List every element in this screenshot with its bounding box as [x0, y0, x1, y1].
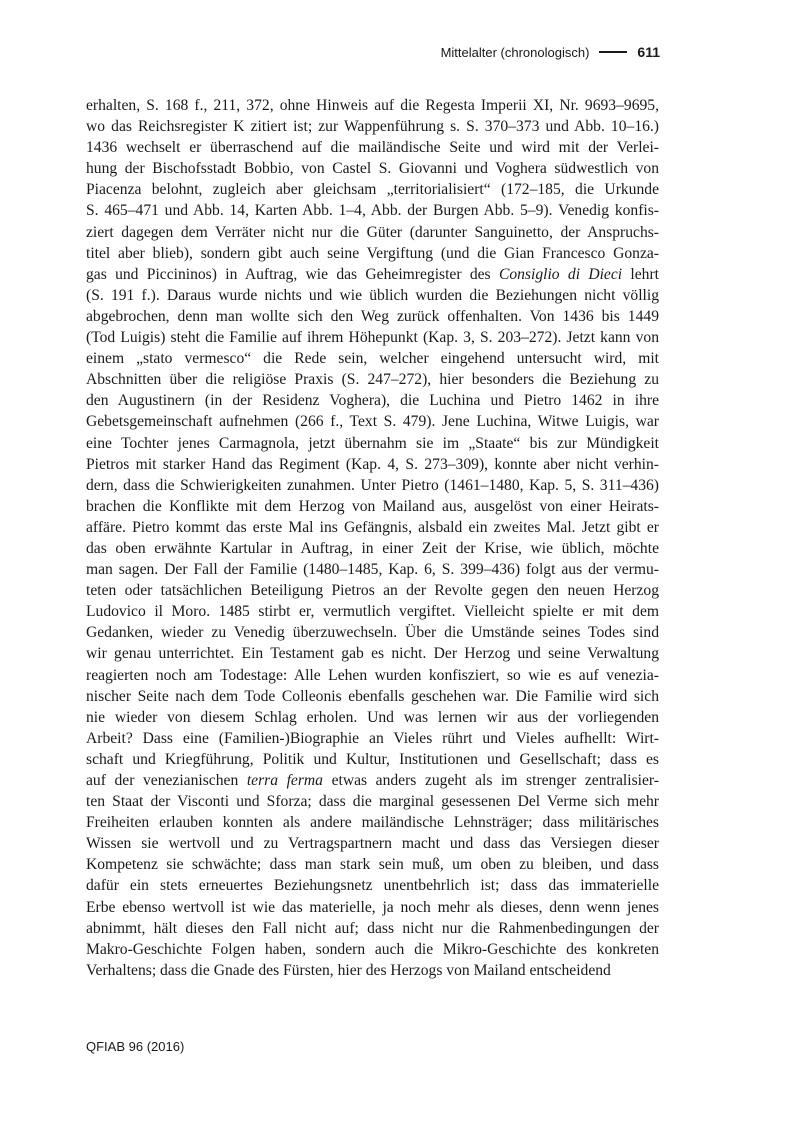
text-line: reagierten noch am Todestage: Alle Lehen wurden konfisziert, so wie es auf venezia- — [86, 666, 659, 684]
text-line: Gedanken, wieder zu Venedig überzuwechseln. Über die Umstände seines Todes sind — [86, 624, 659, 642]
text-line: hung der Bischofsstadt Bobbio, von Castel S. Giovanni und Voghera südwestlich von — [86, 160, 659, 178]
text-line: affäre. Pietro kommt das erste Mal ins Gefängnis, alsbald ein zweites Mal. Jetzt gibt er — [86, 518, 659, 536]
text-line: S. 465–471 und Abb. 14, Karten Abb. 1–4, Abb. der Burgen Abb. 5–9). Venedig konfis- — [86, 202, 659, 220]
text-line: dafür ein stets erneuertes Beziehungsnetz unentbehrlich ist; dass das immaterielle — [86, 877, 659, 895]
text-line: wo das Reichsregister K zitiert ist; zur Wappenführung s. S. 370–373 und Abb. 10–16.) — [86, 118, 659, 136]
text-line: eine Tochter jenes Carmagnola, jetzt übernahm sie im „Staate“ bis zur Mündigkeit — [86, 434, 659, 452]
text-line: teten oder tatsächlichen Beteiligung Pietros an der Revolte gegen den neuen Herzog — [86, 582, 659, 600]
italic-term: Consiglio di Dieci — [498, 265, 623, 283]
text-line: brachen die Konflikte mit dem Herzog von Mailand aus, ausgelöst von einer Heirats- — [86, 497, 659, 515]
text-line: Ludovico il Moro. 1485 stirbt er, vermutlich vergiftet. Vielleicht spielte er mit dem — [86, 603, 659, 621]
text-line: Pietros mit starker Hand das Regiment (Kap. 4, S. 273–309), konnte aber nicht verhin- — [86, 455, 659, 473]
text-line: einem „stato vermesco“ die Rede sein, welcher eingehend untersucht wird, mit — [86, 350, 659, 368]
text-line: nischer Seite nach dem Tode Colleonis ebenfalls geschehen war. Die Familie wird sich — [86, 687, 659, 705]
text-line: ten Staat der Visconti und Sforza; dass die marginal gesessenen Del Verme sich mehr — [86, 793, 659, 811]
running-header — [441, 44, 660, 60]
text-line: abgebrochen, denn man wollte sich den Weg zurück offenhalten. Von 1436 bis 1449 — [86, 307, 659, 325]
text-line: Wissen sie wertvoll und zu Vertragspartnern macht und dass das Versiegen dieser — [86, 835, 659, 853]
text-line: Freiheiten erlauben konnten als andere mailändische Lehnsträger; dass militärisches — [86, 814, 659, 832]
text-line: nie wieder von diesem Schlag erholen. Und was lernen wir aus der vorliegenden — [86, 708, 659, 726]
text-line: (S. 191 f.). Daraus wurde nichts und wie üblich wurden die Beziehungen nicht völlig — [86, 286, 659, 304]
text-line: ziert dagegen dem Verräter nicht nur die Güter (darunter Sanguinetto, der Anspruchs- — [86, 223, 659, 241]
text-line: Piacenza belohnt, zugleich aber gleichsam „territorialisiert“ (172–185, die Urkunde — [86, 181, 659, 199]
text-line: Gebetsgemeinschaft aufnehmen (266 f., Text S. 479). Jene Luchina, Witwe Luigis, war — [86, 413, 659, 431]
text-line: wir genau unterrichtet. Ein Testament gab es nicht. Der Herzog und seine Verwaltung — [86, 645, 659, 663]
text-line: dern, dass die Schwierigkeiten zunahmen. Unter Pietro (1461–1480, Kap. 5, S. 311–436) — [86, 476, 659, 494]
text-line: schaft und Kriegführung, Politik und Kultur, Institutionen und Gesellschaft; dass es — [86, 750, 659, 768]
journal-footer: QFIAB 96 (2016) — [86, 1039, 185, 1054]
text-line: Kompetenz sie schwächte; dass man stark sein muß, um oben zu bleiben, und dass — [86, 856, 659, 874]
text-line: 1436 wechselt er überraschend auf die mailändische Seite und wird mit der Verlei- — [86, 139, 659, 157]
text-line: auf der venezianischen terra ferma etwas anders zugeht als im strenger zentralisier- — [86, 772, 659, 789]
text-line: man sagen. Der Fall der Familie (1480–1485, Kap. 6, S. 399–436) folgt aus der vermu- — [86, 561, 659, 579]
text-line: titel aber blieb), sondern gibt auch seine Vergiftung (und die Gian Francesco Gonza- — [86, 244, 659, 262]
text-line: das oben erwähnte Kartular in Auftrag, in einer Zeit der Krise, wie üblich, möchte — [86, 539, 659, 557]
body-text — [86, 95, 659, 981]
text-line: erhalten, S. 168 f., 211, 372, ohne Hinweis auf die Regesta Imperii XI, Nr. 9693–9695, — [86, 97, 659, 114]
text-line: (Tod Luigis) steht die Familie auf ihrem Höhepunkt (Kap. 3, S. 203–272). Jetzt kann von — [86, 329, 659, 347]
text-line: Erbe ebenso wertvoll ist wie das materielle, ja noch mehr als dieses, denn wenn jenes — [86, 898, 659, 916]
text-line: Verhaltens; dass die Gnade des Fürsten, hier des Herzogs von Mailand entscheidend — [86, 961, 611, 979]
text-line: Arbeit? Dass eine (Familien-)Biographie an Vieles rührt und Vieles aufhellt: Wirt- — [86, 729, 659, 747]
text-line: gas und Piccininos) in Auftrag, wie das Geheimregister des Consiglio di Dieci lehrt — [86, 265, 659, 283]
page-number: 611 — [637, 44, 660, 60]
running-title: Mittelalter (chronologisch) — [440, 44, 590, 60]
italic-term: terra ferma — [246, 772, 323, 789]
text-line: Abschnitten über die religiöse Praxis (S. 247–272), hier besonders die Beziehung zu — [86, 371, 659, 389]
text-line: den Augustinern (in der Residenz Voghera), die Luchina und Pietro 1462 in ihre — [86, 392, 659, 410]
text-line: abnimmt, hält dieses den Fall nicht auf; dass nicht nur die Rahmenbedingungen der — [86, 919, 659, 937]
header-rule — [599, 51, 627, 53]
text-line: Makro-Geschichte Folgen haben, sondern auch die Mikro-Geschichte des konkreten — [86, 940, 659, 958]
